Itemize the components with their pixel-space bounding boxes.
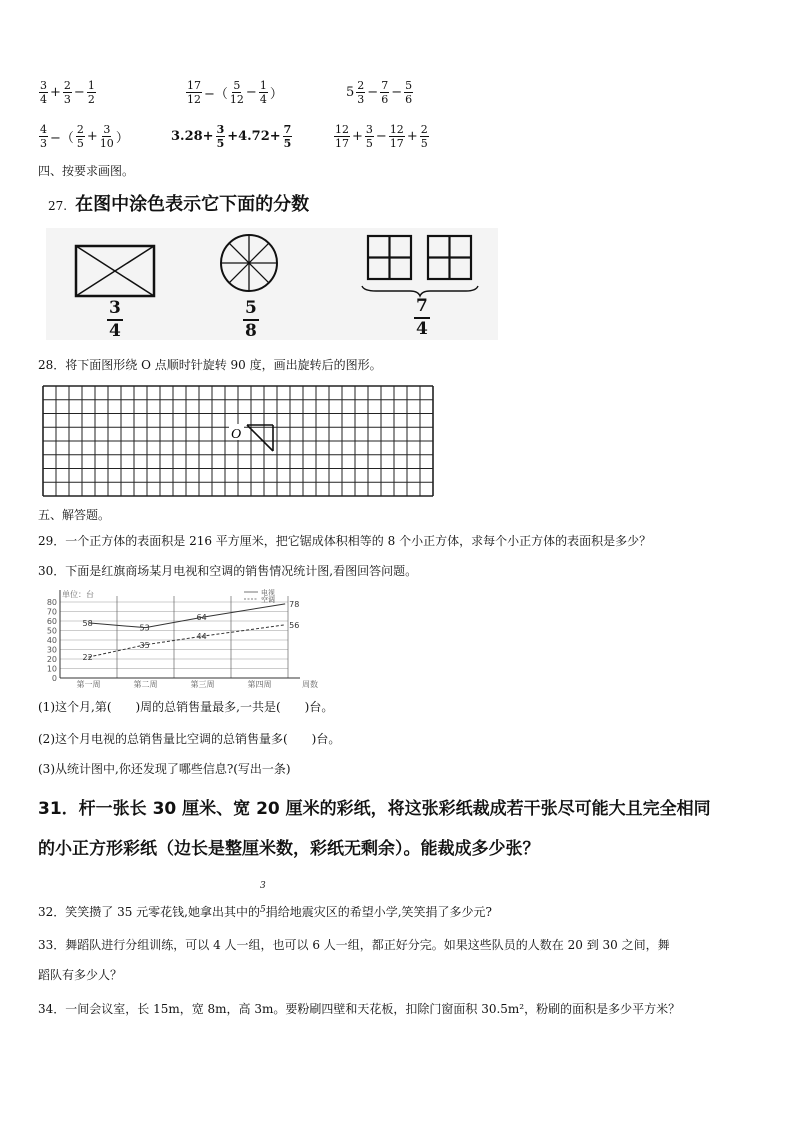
y-tick-label: 50 bbox=[46, 626, 57, 636]
fraction: $\frac{1}{2}$ bbox=[87, 79, 95, 106]
data-label: 58 bbox=[82, 618, 93, 628]
data-label: 53 bbox=[139, 623, 150, 633]
y-tick-label: 20 bbox=[46, 655, 57, 664]
rectangle-figure bbox=[76, 246, 154, 296]
question-30-sub3: (3)从统计图中,你还发现了哪些信息?(写出一条) bbox=[38, 762, 291, 776]
data-label: 22 bbox=[82, 653, 93, 663]
x-tick-label: 第二周 bbox=[133, 680, 158, 689]
y-tick-label: 40 bbox=[46, 636, 57, 645]
y-tick-label: 10 bbox=[46, 664, 57, 674]
y-axis-unit-label: 单位：台 bbox=[62, 590, 94, 599]
question-33-line1: 33．舞蹈队进行分组训练，可以 4 人一组，也可以 6 人一组，都正好分完。如果这些队员的人数在 20 到 30 之间，舞 bbox=[38, 938, 670, 952]
fraction-3-5: 3 5 bbox=[259, 881, 266, 915]
x-tick-label: 第三周 bbox=[190, 680, 215, 689]
question-31-line2: 的小正方形彩纸（边长是整厘米数，彩纸无剩余）。能裁成多少张？ bbox=[38, 839, 540, 859]
calc-expr-1: $\frac{3}{4}$ + $\frac{2}{3}$ − $\frac{1}{2}$ bbox=[40, 79, 95, 106]
fraction-label-5-8: 5 8 bbox=[245, 298, 257, 341]
y-tick-label: 70 bbox=[46, 607, 57, 617]
fraction: $\frac{3}{4}$ bbox=[40, 79, 47, 106]
fraction-figures bbox=[46, 228, 498, 340]
data-label: 35 bbox=[139, 640, 150, 650]
question-29: 29．一个正方体的表面积是 216 平方厘米，把它锯成体积相等的 8 个小正方体，求每个小正方体的表面积是多少？ bbox=[38, 534, 652, 548]
question-30-sub1: (1)这个月,第( )周的总销售量最多,一共是( )台。 bbox=[38, 700, 334, 714]
section-heading-5: 五、解答题。 bbox=[38, 508, 111, 522]
series-line-电视 bbox=[89, 604, 286, 628]
fraction-label-3-4: 3 4 bbox=[109, 298, 121, 341]
calc-expr-4: $\frac{4}{3}$ −（ $\frac{2}{5}$ + $\frac{3}{10}$ ） bbox=[40, 123, 129, 150]
question-33-line2: 蹈队有多少人？ bbox=[38, 968, 123, 982]
question-30-sub2: (2)这个月电视的总销售量比空调的总销售量多( )台。 bbox=[38, 732, 341, 746]
question-34: 34．一间会议室，长 15m，宽 8m，高 3m。要粉刷四壁和天花板，扣除门窗面积 30.5m²，粉刷的面积是多少平方米？ bbox=[38, 1002, 681, 1016]
calc-expr-5: 3.28+ $\frac{3}{5}$ +4.72+ $\frac{7}{5}$ bbox=[171, 123, 292, 150]
x-tick-label: 第一周 bbox=[76, 680, 101, 689]
fraction: $\frac{2}{3}$ bbox=[63, 79, 71, 106]
series-line-空调 bbox=[89, 625, 286, 657]
circle-figure bbox=[221, 235, 277, 291]
y-tick-label: 0 bbox=[51, 674, 57, 683]
question-30: 30．下面是红旗商场某月电视和空调的销售情况统计图,看图回答问题。 bbox=[38, 564, 418, 578]
data-label: 44 bbox=[196, 632, 207, 642]
calc-expr-2: $\frac{17}{12}$ −（ $\frac{5}{12}$ − $\frac{1}{4}$ ） bbox=[187, 79, 283, 106]
question-31-line1: 31．杆一张长 30 厘米、宽 20 厘米的彩纸，将这张彩纸裁成若干张尽可能大且完全相同 bbox=[38, 799, 711, 819]
question-27: 27. 在图中涂色表示它下面的分数 bbox=[48, 194, 310, 215]
y-tick-label: 30 bbox=[46, 645, 57, 655]
question-28: 28．将下面图形绕 O 点顺时针旋转 90 度，画出旋转后的图形。 bbox=[38, 358, 382, 372]
point-o-label: O bbox=[231, 427, 242, 442]
y-tick-label: 60 bbox=[46, 617, 57, 626]
fraction-label-7-4: 7 4 bbox=[416, 296, 428, 339]
legend-label: 电视 bbox=[261, 589, 275, 597]
rotation-grid bbox=[42, 385, 434, 497]
data-label: 56 bbox=[289, 620, 300, 630]
x-tick-label: 第四周 bbox=[247, 680, 272, 689]
x-axis-label: 周数 bbox=[302, 680, 318, 689]
squares-figure bbox=[362, 236, 478, 296]
sales-line-chart bbox=[38, 586, 328, 690]
data-label: 78 bbox=[289, 599, 300, 609]
question-32: 32．笑笑攒了 35 元零花钱,她拿出其中的 3 5 捐给地震灾区的希望小学,笑笑捐了多少元? bbox=[38, 902, 492, 922]
data-label: 64 bbox=[196, 613, 207, 623]
legend-label: 空调 bbox=[261, 596, 275, 604]
y-tick-label: 80 bbox=[46, 598, 57, 607]
calc-expr-3: 5 $\frac{2}{3}$ − $\frac{7}{6}$ − $\frac{5}{6}$ bbox=[346, 79, 413, 106]
section-heading-4: 四、按要求画图。 bbox=[38, 164, 135, 178]
calc-expr-6: $\frac{12}{17}$ + $\frac{3}{5}$ − $\frac{12}{17}$ + $\frac{2}{5}$ bbox=[335, 123, 428, 150]
